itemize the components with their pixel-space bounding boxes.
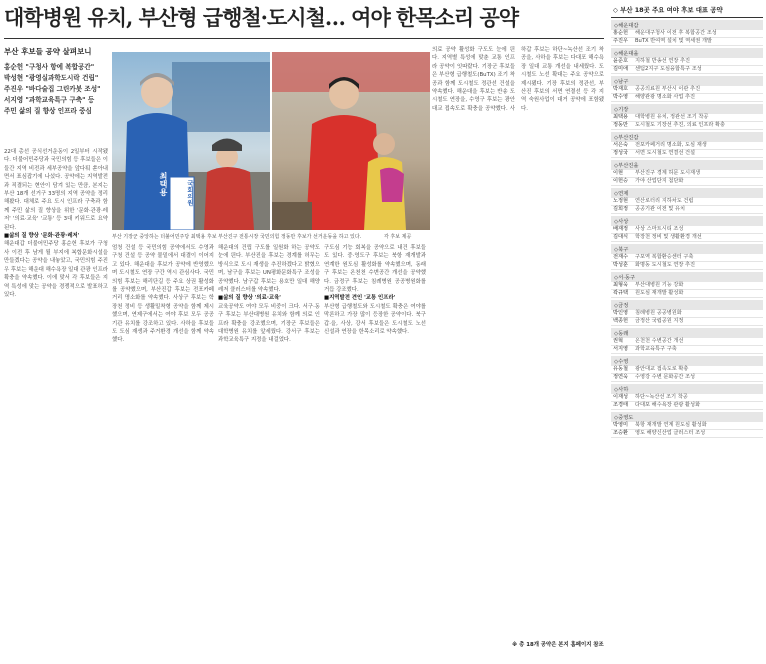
candidate-pledge: 공공의료원 부산시 이관 추진 — [635, 86, 701, 92]
candidate-pledge: 북항 재개발 연계 원도심 활성화 — [635, 422, 707, 428]
candidate-pledge: 서면 도시철도 연결선 건설 — [635, 150, 696, 156]
sidebar-row — [611, 114, 763, 122]
candidate-pledge: 부산진구 경계 허문 도시재생 — [635, 170, 701, 176]
candidate-pledge: 과학교육특구 구축 — [635, 346, 677, 352]
candidate-pledge: 사상 스마트시티 조성 — [635, 226, 684, 232]
candidate-pledge: 연산로터리 지하차도 건립 — [635, 198, 694, 204]
candidate-name: 정성국 — [613, 150, 629, 156]
sidebar-region-label: ◇해운대을 — [611, 48, 763, 58]
sidebar-row — [611, 282, 763, 290]
candidate-name: 노정현 — [613, 198, 629, 204]
pledge-sidebar — [611, 4, 763, 660]
section-heading: ■지역발전 견인 '교통 인프라' — [324, 295, 396, 302]
photo-right-illustration — [272, 52, 430, 230]
sidebar-row — [611, 290, 763, 298]
candidate-pledge: 가야 산업단지 첨단화 — [635, 178, 684, 184]
candidate-pledge: 해양관광 명소화 사업 추진 — [635, 94, 696, 100]
paragraph: 해운대을 후보는 반송 도시철도 연장을, 수영구 후보는 광안대교 접속도로 확충을 공약했다. 사하갑 후보는 하단~녹산선 조기 착공을, 사하을 후보는 다대포 해수욕장 일대 교통 개선을 내세웠다. — [432, 47, 604, 112]
sidebar-row — [611, 430, 763, 438]
sidebar-row — [611, 66, 763, 74]
paragraph: 구도심 기능 회복을 공약으로 내건 후보들도 있다. 중·영도구 후보는 북항 재개발과 연계한 원도심 활성화를 약속했으며, 동래구 후보는 온천천 수변공간 개선을 공약했다. 금정구 후보는 침례병원 공공병원화를 거듭 강조했다. — [324, 245, 426, 294]
candidate-name: 홍순헌 — [613, 30, 629, 36]
candidate-pledge: 침례병원 공공병원화 — [635, 310, 682, 316]
sidebar-region-label: ◇금정 — [611, 300, 763, 310]
candidate-name: 박수영 — [613, 94, 629, 100]
candidate-name: 김희정 — [613, 206, 629, 212]
candidate-pledge: 수영강 수변 문화공간 조성 — [635, 374, 696, 380]
sidebar-row — [611, 38, 763, 46]
candidate-name: 정동만 — [613, 122, 629, 128]
candidate-pledge: 온천천 수변공간 개선 — [635, 338, 684, 344]
sidebar-region-label: ◇부산진을 — [611, 160, 763, 170]
sidebar-row — [611, 122, 763, 130]
sidebar-region-label: ◇사상 — [611, 216, 763, 226]
paragraph: 부산형 급행철도와 도시철도 확충은 여야를 막론하고 가장 많이 등장한 공약이다. 북구갑·을, 사상, 강서 후보들은 도시철도 노선 신설과 연장을 한목소리로 약속했다. — [324, 303, 426, 336]
sidebar-row — [611, 254, 763, 262]
candidate-pledge: 대학병원 유치, 정관선 조기 착공 — [635, 114, 709, 120]
candidate-pledge: 하단~녹산선 조기 착공 — [635, 394, 688, 400]
candidate-name: 이헌승 — [613, 178, 629, 184]
headline-rule — [4, 38, 604, 39]
candidate-name: 이재성 — [613, 394, 629, 400]
sidebar-title: ◇ 부산 18곳 주요 여야 후보 대표 공약 — [611, 4, 763, 18]
sidebar-region-label: ◇기장 — [611, 104, 763, 114]
article-column-1 — [4, 148, 108, 656]
sidebar-row — [611, 30, 763, 38]
paragraph: 의료 공약 활성화 구도도 눈에 띈다. 지역별 특성에 맞춘 교통 인프라 공약이 잇따랐다. 기장군 후보들은 부산형 급행철도(BuTX) 조기 착공과 함께 도시철도 정관선 건설을 약속했다. — [432, 47, 515, 96]
photo-candidate-right — [272, 52, 430, 230]
candidate-name: 김대식 — [613, 234, 629, 240]
candidate-name: 서지영 — [613, 346, 629, 352]
article-column-5 — [432, 46, 604, 636]
candidate-pledge: 다대포 해수욕장 관광 활성화 — [635, 402, 701, 408]
paragraph: 사상구 후보는 학장천 정비 등 생활밀착형 공약을 함께 제시했으며, 연제구에서는 여야 후보 모두 공공기관 유치를 강조하고 있다. 사하을 후보들도 도심 재생과 주거환경 개선을 함께 약속했다. — [112, 295, 214, 344]
candidate-pledge: 부산대병원 기능 강화 — [635, 282, 684, 288]
paragraph: 교육공약도 여야 모두 비중이 크다. 서구·동구 후보는 부산대병원 유치와 함께 의료 인프라 확충을 강조했으며, 기장군 후보들은 대학병원 유치를 앞세웠다. 강서구 후보는 과학교육특구 지정을 내걸었다. — [218, 303, 320, 344]
candidate-pledge: 전포카페거리 명소화, 도심 재생 — [635, 142, 707, 148]
sidebar-row — [611, 366, 763, 374]
lede-line: 홍순헌 "구청사 항에 복합공간" — [4, 63, 95, 71]
candidate-pledge: 구포역 복합환승센터 구축 — [635, 254, 694, 260]
candidate-pledge: BuTX 반여역 설치 및 역세권 개발 — [635, 38, 712, 44]
sidebar-row — [611, 402, 763, 410]
candidate-pledge: 영도 해양신산업 클러스터 조성 — [635, 430, 706, 436]
sidebar-row — [611, 94, 763, 102]
paragraph: 엄청 건설 등 국민의힘 공약에서도 수영과 구청 건설 등 공약 물밑에서 대결이 이어지고 있다. 해운대을 후보가 공약에 반영했으며 도시철도 연장 구간 역시 관심사다. 국민의힘 후보는 해리단길 등 주요 상권 활성화를 공약했으며, 부산진갑 후보는 전포카페거리 명소화를 약속했다. — [112, 245, 214, 302]
sidebar-region-label: ◇중영도 — [611, 412, 763, 422]
sidebar-row — [611, 86, 763, 94]
sidebar-region-label: ◇해운대갑 — [611, 20, 763, 30]
section-heading: ■삶의 질 향상 '문화·관광·레저' — [4, 233, 80, 240]
candidate-pledge: 화명동 도시철도 연장 추진 — [635, 262, 696, 268]
sidebar-row — [611, 422, 763, 430]
sidebar-row — [611, 150, 763, 158]
candidate-name: 최형욱 — [613, 282, 629, 288]
sidebar-region-label: ◇부산진갑 — [611, 132, 763, 142]
photo-candidate-left — [112, 52, 270, 230]
candidate-name: 최택용 — [613, 114, 629, 120]
candidate-pledge: 센텀2지구 도심융합특구 조성 — [635, 66, 702, 72]
sidebar-row — [611, 394, 763, 402]
sidebar-region-label: ◇서·동구 — [611, 272, 763, 282]
candidate-name: 박성훈 — [613, 262, 629, 268]
sidebar-region-label: ◇수영 — [611, 356, 763, 366]
photo-credit: 각 후보 제공 — [384, 234, 412, 240]
sidebar-row — [611, 310, 763, 318]
photo-caption: 부산 기장군 중앙하는 더불어민주당 최택용 후보 부산진구 전통시장 국민의힘 정동만 후보가 선거운동을 하고 있다. — [112, 234, 362, 240]
lede-kicker: 부산 후보들 공약 살펴보니 — [4, 47, 92, 56]
candidate-name: 전재수 — [613, 254, 629, 260]
paragraph: 도시철도 노선 확대는 주요 공약으로 제시됐다. 기장 후보의 정관선, 부산진 후보의 서면 연결선 등 각 지역 숙원사업이 대거 공약에 포함됐다. — [521, 63, 604, 112]
candidate-pledge: 해운대구청사 이전 후 복합공간 조성 — [635, 30, 717, 36]
candidate-pledge: 도시철도 기장선 추진, 의료 인프라 확충 — [635, 122, 726, 128]
candidate-name: 김미애 — [613, 66, 629, 72]
lede-line: 박성현 "광영실과학도시락 건립" — [4, 74, 99, 82]
paragraph: 해운대갑 더불어민주당 홍순헌 후보가 구청사 이전 후 남게 될 부지에 복합문화시설을 만들겠다는 공약을 내놓았고, 국민의힘 주진우 후보는 해운대 해수욕장 일대 관광 인프라 확충을 약속했다. 이에 맞서 각 후보들은 지역 특성에 맞는 공약을 경쟁적으로 발표하고 있다. — [4, 241, 108, 298]
article-column-2 — [112, 244, 214, 656]
candidate-name: 박인영 — [613, 310, 629, 316]
footnote: ※ 총 18개 공약은 본지 홈페이지 참조 — [512, 642, 604, 648]
candidate-pledge: 지하철 반송선 연장 추진 — [635, 58, 691, 64]
sidebar-region-label: ◇동래 — [611, 328, 763, 338]
candidate-pledge: 공공기관 이전 및 유치 — [635, 206, 686, 212]
lede-line: 서지영 "과학교육특구 구축" 등 — [4, 96, 95, 104]
candidate-name: 배재정 — [613, 226, 629, 232]
candidate-name: 윤준호 — [613, 58, 629, 64]
campaign-sign-text: 국회의원 — [186, 180, 194, 206]
sidebar-row — [611, 58, 763, 66]
sidebar-row — [611, 234, 763, 242]
sidebar-row — [611, 142, 763, 150]
sidebar-row — [611, 318, 763, 326]
sidebar-row — [611, 346, 763, 354]
candidate-name: 권혁 — [613, 338, 624, 344]
candidate-name: 조승환 — [613, 430, 629, 436]
sidebar-row — [611, 178, 763, 186]
article-column-4 — [324, 244, 426, 656]
sidebar-region-label: ◇사하 — [611, 384, 763, 394]
headline: 대학병원 유치, 부산형 급행철·도시철… 여야 한목소리 공약 — [4, 5, 519, 30]
candidate-pledge: 학장천 정비 및 생활환경 개선 — [635, 234, 702, 240]
section-heading: ■삶의 질 향상 '의료·교육' — [218, 295, 281, 302]
candidate-name: 박영미 — [613, 422, 629, 428]
sidebar-row — [611, 226, 763, 234]
sidebar-row — [611, 198, 763, 206]
sidebar-row — [611, 170, 763, 178]
candidate-name: 정연욱 — [613, 374, 629, 380]
sidebar-region-label: ◇남구 — [611, 76, 763, 86]
lede-box — [4, 46, 106, 117]
candidate-name: 백종헌 — [613, 318, 629, 324]
candidate-pledge: 광안대교 접속도로 확충 — [635, 366, 689, 372]
lede-line: 주진우 "바다술집 그린카봇 조성" — [4, 85, 101, 93]
candidate-pledge: 원도심 재개발 활성화 — [635, 290, 684, 296]
campaign-sash-name: 최택용 — [159, 172, 168, 196]
sidebar-body — [611, 20, 763, 438]
candidate-name: 주진우 — [613, 38, 629, 44]
paragraph: 22대 총선 공식선거운동이 2일부터 시작됐다. 더불어민주당과 국민의힘 등 후보들은 이들간 지역 비전과 세부공약을 앞다퉈 쏟아내면서 표심잡기에 나섰다. 공약에는 지역발전과 직결되는 현안이 담겨 있는 만큼, 본지는 부산 18개 선거구 33명의 지역 공약을 정리해봤다. 대체로 주요 도시 인프라 구축과 함께 주민 삶의 질 향상을 위한 '문화·관광·레저' '의료·교육' '교통' 등 3대 키워드로 요약된다. — [4, 149, 108, 231]
sidebar-row — [611, 338, 763, 346]
sidebar-region-label: ◇북구 — [611, 244, 763, 254]
candidate-name: 조경태 — [613, 402, 629, 408]
candidate-name: 유동철 — [613, 366, 629, 372]
candidate-name: 곽규택 — [613, 290, 629, 296]
candidate-pledge: 금정산 국립공원 지정 — [635, 318, 684, 324]
article-column-3 — [218, 244, 320, 656]
sidebar-row — [611, 374, 763, 382]
candidate-name: 이현 — [613, 170, 624, 176]
lede-line: 주민 삶의 질 향상 인프라 중심 — [4, 107, 92, 115]
paragraph: 해운대의 건립 구도를 일원화 하는 공약도 눈에 띈다. 부산진을 후보는 경계를 허무는 방식으로 도시 재생을 추진하겠다고 밝혔으며, 남구을 후보는 UN평화문화특구 조성을 공약했다. 남구갑 후보는 용호만 일대 해양레저 클러스터를 약속했다. — [218, 245, 320, 294]
candidate-name: 박재호 — [613, 86, 629, 92]
candidate-name: 서은숙 — [613, 142, 629, 148]
sidebar-row — [611, 262, 763, 270]
sidebar-region-label: ◇연제 — [611, 188, 763, 198]
sidebar-row — [611, 206, 763, 214]
